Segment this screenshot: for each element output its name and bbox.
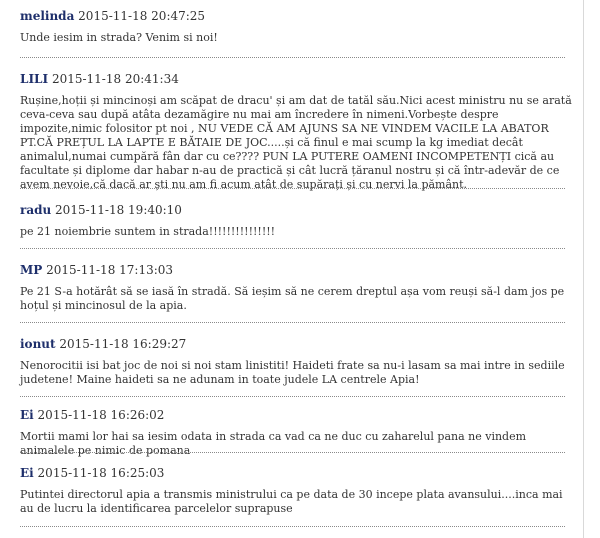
comment-author: MP bbox=[20, 263, 43, 277]
comment-date: 2015-11-18 16:26:02 bbox=[37, 408, 165, 422]
comment-item bbox=[20, 9, 576, 45]
comment-meta bbox=[20, 9, 576, 24]
comment-author: Ei bbox=[20, 408, 34, 422]
comment-separator bbox=[20, 526, 565, 527]
comment-text: pe 21 noiembrie suntem in strada!!!!!!!!!!!!!!! bbox=[20, 225, 276, 238]
comment-separator bbox=[20, 322, 565, 323]
comment-meta bbox=[20, 466, 576, 481]
comment-meta bbox=[20, 203, 576, 218]
comment-meta bbox=[20, 72, 576, 87]
comment-meta bbox=[20, 263, 576, 278]
comment-separator bbox=[20, 57, 565, 58]
comment-author: Ei bbox=[20, 466, 34, 480]
comment-text: Rușine,hoții și mincinoși am scăpat de dracu' și am dat de tatăl său.Nici acest ministru nu se arată ceva-ceva sau după atâta dezamăgire nu mai am încredere în nimeni.Vorbește despre impozite,nimic folositor pt noi , NU VEDE CĂ AM AJUNS SA NE VINDEM VACILE LA ABATOR PT.CĂ PREȚUL LA LAPTE E BĂTAIE DE JOC.....și că finul e mai scump la kg imediat decât animalul,numai cumpără fân dar cu ce???? PUN LA PUTERE OAMENI INCOMPETENȚI cică au facultate și diplome dar habar n-au de practică și cât lucră țăranul nostru și că într-adevăr de ce avem nevoie,că dacă ar ști nu am fi acum atât de supărați și cu nervi la pământ. bbox=[20, 94, 572, 191]
comment-author: melinda bbox=[20, 9, 75, 23]
comment-separator bbox=[20, 188, 565, 189]
comment-item bbox=[20, 72, 576, 192]
comment-text: Nenorocitii isi bat joc de noi si noi stam linistiti! Haideti frate sa nu-i lasam sa mai intre in sediile judetene! Maine haideti sa ne adunam in toate judele LA centrele Apia! bbox=[20, 359, 565, 386]
comment-text: Putintei directorul apia a transmis ministrului ca pe data de 30 incepe plata avansului....inca mai au de lucru la identificarea parcelelor suprapuse bbox=[20, 488, 563, 515]
comment-date: 2015-11-18 17:13:03 bbox=[46, 263, 174, 277]
comment-meta bbox=[20, 337, 576, 352]
comment-item bbox=[20, 203, 576, 239]
comment-separator bbox=[20, 452, 565, 453]
comment-text: Unde iesim in strada? Venim si noi! bbox=[20, 31, 218, 44]
comment-date: 2015-11-18 16:25:03 bbox=[37, 466, 165, 480]
comment-date: 2015-11-18 19:40:10 bbox=[55, 203, 182, 217]
comment-author: ionut bbox=[20, 337, 56, 351]
comment-date: 2015-11-18 20:47:25 bbox=[78, 9, 206, 23]
comment-meta bbox=[20, 408, 576, 423]
comment-separator bbox=[20, 396, 565, 397]
comment-author: radu bbox=[20, 203, 52, 217]
comment-date: 2015-11-18 20:41:34 bbox=[51, 72, 179, 86]
comment-item bbox=[20, 466, 576, 516]
comment-text: Mortii mami lor hai sa iesim odata in strada ca vad ca ne duc cu zaharelul pana ne vindem animalele pe nimic de pomana bbox=[20, 430, 527, 457]
comment-date: 2015-11-18 16:29:27 bbox=[59, 337, 187, 351]
comment-separator bbox=[20, 248, 565, 249]
comment-item bbox=[20, 337, 576, 387]
comment-item bbox=[20, 263, 576, 313]
comment-author: LILI bbox=[20, 72, 49, 86]
comment-text: Pe 21 S-a hotărât să se iasă în stradă. Să ieșim să ne cerem dreptul așa vom reuși să-l dam jos pe hoțul și mincinosul de la apia. bbox=[20, 285, 565, 312]
comment-item bbox=[20, 408, 576, 458]
